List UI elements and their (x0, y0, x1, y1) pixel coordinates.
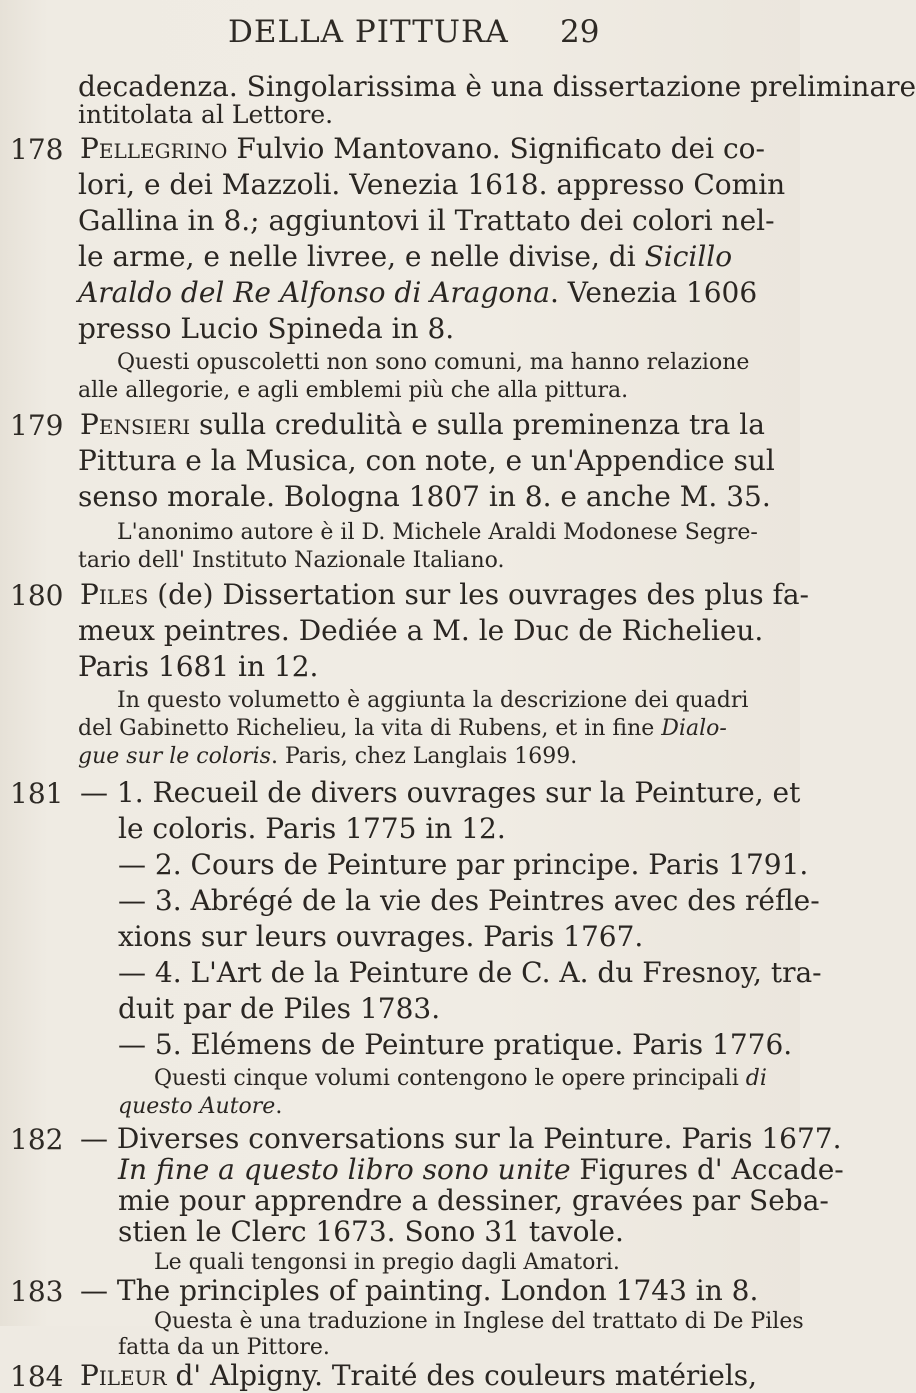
entry-line: — Diverses conversations sur la Peinture. Paris 1677. (80, 1122, 842, 1155)
entry-line: — 4. L'Art de la Peinture de C. A. du Fresnoy, tra- (118, 956, 822, 989)
entry-note: questo Autore. (118, 1094, 283, 1119)
entry-note: intitolata al Lettore. (78, 100, 334, 129)
entry-line: Pileur d' Alpigny. Traité des couleurs matériels, (80, 1359, 758, 1392)
entry-line: stien le Clerc 1673. Sono 31 tavole. (118, 1215, 624, 1248)
entry-line: Piles (de) Dissertation sur les ouvrages des plus fa- (80, 578, 810, 611)
entry-line: Pittura e la Musica, con note, e un'Appendice sul (78, 444, 775, 477)
running-title: DELLA PITTURA (228, 14, 509, 50)
entry-note: gue sur le coloris. Paris, chez Langlais 1699. (78, 744, 578, 769)
entry-line: presso Lucio Spineda in 8. (78, 312, 455, 345)
entry-line: le coloris. Paris 1775 in 12. (118, 812, 506, 845)
entry-line: Araldo del Re Alfonso di Aragona. Venezia 1606 (78, 276, 758, 309)
entry-number: 179 (10, 409, 64, 442)
entry-line: meux peintres. Dediée a M. le Duc de Richelieu. (78, 614, 764, 647)
page-number: 29 (560, 14, 600, 50)
entry-line: — 1. Recueil de divers ouvrages sur la Peinture, et (80, 776, 801, 809)
entry-note: alle allegorie, e agli emblemi più che alla pittura. (78, 378, 629, 403)
entry-line: — 5. Elémens de Peinture pratique. Paris 1776. (118, 1028, 793, 1061)
entry-line: mie pour apprendre a dessiner, gravées par Seba- (118, 1184, 829, 1217)
entry-note: tario dell' Instituto Nazionale Italiano. (78, 548, 505, 573)
entry-line: — The principles of painting. London 1743 in 8. (80, 1274, 759, 1307)
entry-number: 181 (10, 777, 64, 810)
entry-number: 182 (10, 1123, 64, 1156)
entry-line: Pellegrino Fulvio Mantovano. Significato dei co- (80, 132, 765, 165)
entry-note: Questa è una traduzione in Inglese del trattato di De Piles (154, 1309, 804, 1334)
entry-line: Pensieri sulla credulità e sulla preminenza tra la (80, 408, 765, 441)
entry-number: 184 (10, 1360, 64, 1393)
entry-line: — 2. Cours de Peinture par principe. Paris 1791. (118, 848, 809, 881)
entry-note: Le quali tengonsi in pregio dagli Amatori. (154, 1250, 620, 1275)
entry-line: Paris 1681 in 12. (78, 650, 319, 683)
entry-line: Gallina in 8.; aggiuntovi il Trattato dei colori nel- (78, 204, 775, 237)
entry-line: decadenza. Singolarissima è una dissertazione preliminare (78, 70, 916, 103)
entry-note: fatta da un Pittore. (118, 1335, 330, 1360)
entry-line: — 3. Abrégé de la vie des Peintres avec des réfle- (118, 884, 820, 917)
entry-line: xions sur leurs ouvrages. Paris 1767. (118, 920, 644, 953)
entry-line: senso morale. Bologna 1807 in 8. e anche M. 35. (78, 480, 771, 513)
entry-line: lori, e dei Mazzoli. Venezia 1618. appresso Comin (78, 168, 786, 201)
entry-line: le arme, e nelle livree, e nelle divise, di Sicillo (78, 240, 733, 273)
entry-number: 183 (10, 1275, 64, 1308)
entry-note: Questi opuscoletti non sono comuni, ma hanno relazione (117, 350, 750, 375)
entry-line: duit par de Piles 1783. (118, 992, 441, 1025)
entry-number: 180 (10, 579, 64, 612)
entry-note: del Gabinetto Richelieu, la vita di Rubens, et in fine Dialo- (78, 716, 727, 741)
entry-number: 178 (10, 133, 64, 166)
page-header (0, 12, 800, 52)
entry-note: In questo volumetto è aggiunta la descrizione dei quadri (117, 688, 749, 713)
entry-line: In fine a questo libro sono unite Figures d' Accade- (118, 1153, 844, 1186)
entry-note: Questi cinque volumi contengono le opere principali di (154, 1066, 767, 1091)
entry-note: L'anonimo autore è il D. Michele Araldi Modonese Segre- (117, 520, 758, 545)
